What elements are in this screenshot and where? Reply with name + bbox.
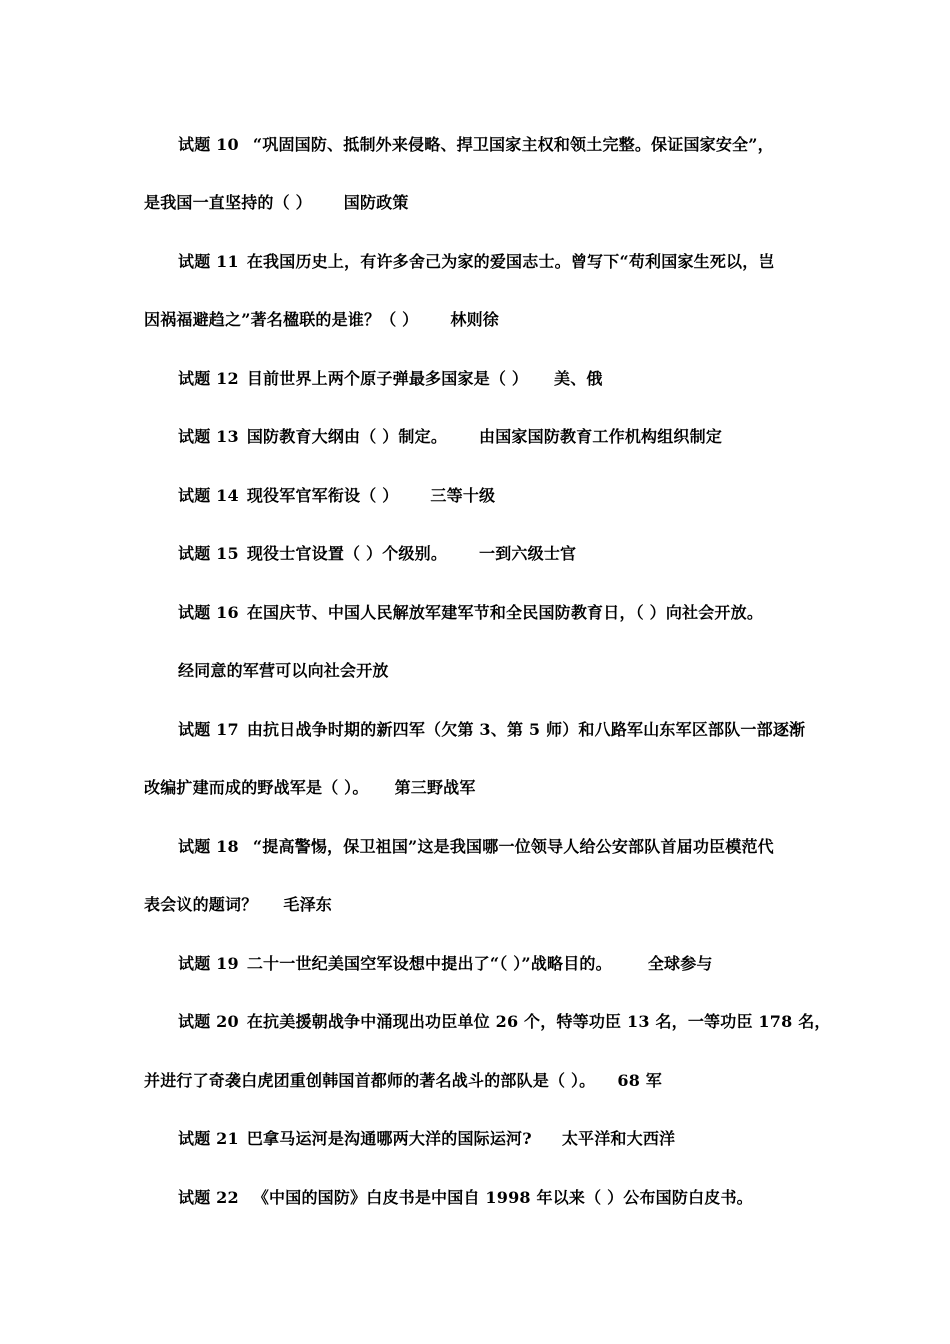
question-number: 试题 14 xyxy=(178,486,239,505)
answer-text: 一到六级士官 xyxy=(479,544,577,563)
question-text: 改编扩建而成的野战军是（ ）。 xyxy=(144,778,369,797)
question-text: 二十一世纪美国空军设想中提出了“（ ）”战略目的。 xyxy=(246,954,612,973)
question-text: 在抗美援朝战争中涌现出功臣单位 26 个，特等功臣 13 名，一等功臣 178 名， xyxy=(246,1012,831,1031)
question-17-line-1 xyxy=(0,719,950,741)
question-number: 试题 13 xyxy=(178,427,239,446)
question-text: 因祸福避趋之”著名楹联的是谁？（ ） xyxy=(144,310,419,329)
question-text: 国防教育大纲由（ ）制定。 xyxy=(246,427,448,446)
answer-text: 经同意的军营可以向社会开放 xyxy=(178,661,389,680)
answer-text: 林则徐 xyxy=(450,310,499,329)
question-text: 是我国一直坚持的（ ） xyxy=(144,193,312,212)
answer-text: 国防政策 xyxy=(343,193,409,212)
question-16-answer xyxy=(0,660,950,682)
question-18-line-1 xyxy=(0,836,950,858)
question-text: “巩固国防、抵制外来侵略、捍卫国家主权和领土完整。保证国家安全”， xyxy=(252,135,774,154)
question-10-line-1 xyxy=(0,134,950,156)
answer-text: 68 军 xyxy=(617,1071,663,1090)
question-text: 由抗日战争时期的新四军（欠第 3、第 5 师）和八路军山东军区部队一部逐渐 xyxy=(246,720,806,739)
question-12 xyxy=(0,368,950,390)
question-21 xyxy=(0,1128,950,1150)
question-13 xyxy=(0,426,950,448)
question-text: 在国庆节、中国人民解放军建军节和全民国防教育日，（ ）向社会开放。 xyxy=(246,603,764,622)
question-20-line-1 xyxy=(0,1011,950,1033)
answer-text: 太平洋和大西洋 xyxy=(561,1129,676,1148)
answer-text: 全球参与 xyxy=(647,954,713,973)
question-15 xyxy=(0,543,950,565)
question-number: 试题 17 xyxy=(178,720,239,739)
question-18-line-2 xyxy=(0,894,950,916)
question-text: “提高警惕，保卫祖国”这是我国哪一位领导人给公安部队首届功臣模范代 xyxy=(252,837,774,856)
question-text: 《中国的国防》白皮书是中国自 1998 年以来（ ）公布国防白皮书。 xyxy=(252,1188,753,1207)
question-11-line-2 xyxy=(0,309,950,331)
question-number: 试题 20 xyxy=(178,1012,239,1031)
question-number: 试题 21 xyxy=(178,1129,239,1148)
question-14 xyxy=(0,485,950,507)
question-number: 试题 12 xyxy=(178,369,239,388)
question-number: 试题 15 xyxy=(178,544,239,563)
question-text: 现役军官军衔设（ ） xyxy=(246,486,399,505)
question-number: 试题 22 xyxy=(178,1188,239,1207)
question-text: 在我国历史上，有许多舍己为家的爱国志士。曾写下“苟利国家生死以，岂 xyxy=(246,252,775,271)
question-number: 试题 11 xyxy=(178,252,239,271)
answer-text: 由国家国防教育工作机构组织制定 xyxy=(479,427,723,446)
answer-text: 美、俄 xyxy=(554,369,603,388)
question-22 xyxy=(0,1187,950,1209)
question-19 xyxy=(0,953,950,975)
question-text: 目前世界上两个原子弹最多国家是（ ） xyxy=(246,369,529,388)
question-number: 试题 16 xyxy=(178,603,239,622)
answer-text: 毛泽东 xyxy=(283,895,333,914)
question-number: 试题 18 xyxy=(178,837,239,856)
question-10-line-2 xyxy=(0,192,950,214)
question-17-line-2 xyxy=(0,777,950,799)
answer-text: 第三野战军 xyxy=(394,778,476,797)
question-16-line-1 xyxy=(0,602,950,624)
question-text: 现役士官设置（ ）个级别。 xyxy=(246,544,448,563)
question-11-line-1 xyxy=(0,251,950,273)
answer-text: 三等十级 xyxy=(430,486,496,505)
question-number: 试题 19 xyxy=(178,954,239,973)
question-20-line-2 xyxy=(0,1070,950,1092)
question-text: 并进行了奇袭白虎团重创韩国首都师的著名战斗的部队是（ ）。 xyxy=(144,1071,596,1090)
question-text: 表会议的题词？ xyxy=(144,895,258,914)
question-number: 试题 10 xyxy=(178,135,239,154)
question-text: 巴拿马运河是沟通哪两大洋的国际运河? xyxy=(246,1129,532,1148)
